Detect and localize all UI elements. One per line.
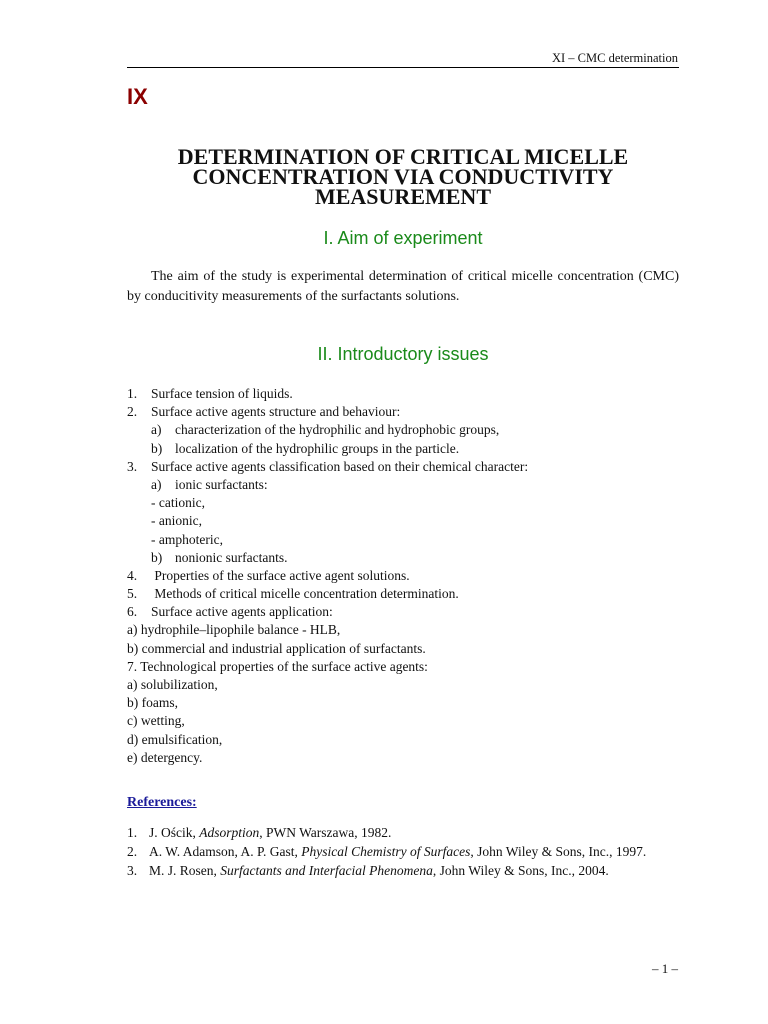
list-item-text: 7. Technological properties of the surface active agents: — [127, 658, 428, 674]
list-item-letter: a) — [151, 422, 162, 438]
header-rule — [127, 67, 679, 68]
list-item-text: b) commercial and industrial application of surfactants. — [127, 640, 426, 656]
list-item-number: 3. — [127, 458, 138, 474]
section-heading-intro: II. Introductory issues — [317, 344, 489, 364]
list-item-text: b) foams, — [127, 695, 178, 711]
list-item-text: d) emulsification, — [127, 731, 223, 747]
list-item-text: - anionic, — [151, 513, 202, 529]
list-item — [127, 694, 687, 712]
list-item — [127, 567, 687, 585]
reference-authors: M. J. Rosen, — [149, 863, 221, 878]
list-item-text: ionic surfactants: — [175, 476, 268, 492]
aim-paragraph — [127, 267, 679, 307]
reference-item — [127, 823, 679, 842]
reference-number: 3. — [127, 863, 138, 878]
page-number: – 1 – — [652, 961, 678, 976]
list-item-number: 4. — [127, 567, 138, 583]
list-item-text: Surface active agents classification based on their chemical character: — [151, 458, 529, 474]
reference-title: Adsorption — [199, 825, 260, 840]
title-line: DETERMINATION OF CRITICAL MICELLE — [177, 144, 629, 169]
title-line: MEASUREMENT — [314, 184, 491, 209]
reference-number: 1. — [127, 825, 138, 840]
list-item-text: nonionic surfactants. — [175, 549, 288, 565]
reference-text — [149, 842, 679, 861]
reference-publisher: , PWN Warszawa, 1982. — [259, 825, 392, 840]
running-header: XI – CMC determination — [551, 51, 678, 65]
list-item — [127, 549, 687, 567]
references-list — [127, 823, 679, 880]
reference-publisher: , John Wiley & Sons, Inc., 2004. — [432, 863, 609, 878]
list-item — [127, 512, 687, 530]
list-item — [127, 603, 687, 621]
list-item-text: - amphoteric, — [151, 531, 223, 547]
list-item — [127, 531, 687, 549]
list-item-number: 1. — [127, 386, 138, 401]
list-item-text: Surface active agents structure and behaviour: — [151, 404, 401, 420]
list-item — [127, 476, 687, 494]
list-item — [127, 658, 687, 676]
intro-list — [127, 385, 687, 767]
list-item — [127, 621, 687, 639]
list-item-text: a) solubilization, — [127, 677, 218, 692]
list-item-letter: b) — [151, 440, 163, 456]
list-item-letter: a) — [151, 476, 162, 492]
list-item — [127, 585, 687, 603]
list-item-letter: b) — [151, 549, 163, 565]
list-item — [127, 494, 687, 512]
list-item — [127, 640, 687, 658]
references-heading: References: — [127, 795, 197, 810]
list-item — [127, 712, 687, 730]
list-item-text: a) hydrophile–lipophile balance - HLB, — [127, 622, 341, 638]
list-item-text: Methods of critical micelle concentration determination. — [151, 586, 459, 602]
list-item — [127, 421, 687, 439]
list-item — [127, 676, 687, 694]
list-item-number: 2. — [127, 404, 138, 420]
list-item-text: - cationic, — [151, 495, 205, 511]
list-item-text: c) wetting, — [127, 713, 185, 729]
chapter-number: IX — [127, 84, 148, 109]
list-item-number: 6. — [127, 604, 138, 620]
list-item — [127, 440, 687, 458]
reference-publisher: , John Wiley & Sons, Inc., 1997. — [470, 844, 647, 859]
list-item-text: Properties of the surface active agent solutions. — [151, 567, 410, 583]
section-heading-aim: I. Aim of experiment — [323, 228, 483, 248]
reference-title: Surfactants and Interfacial Phenomena — [220, 863, 433, 878]
reference-item — [127, 861, 679, 880]
aim-text: The aim of the study is experimental determination of critical micelle concentration (CMC) by conducitivity measurements of the surfactants solutions. — [127, 269, 679, 304]
list-item — [127, 458, 687, 476]
list-item-text: localization of the hydrophilic groups in the particle. — [175, 440, 460, 456]
list-item — [127, 749, 687, 767]
reference-authors: A. W. Adamson, A. P. Gast, — [149, 844, 302, 859]
reference-number: 2. — [127, 844, 138, 859]
list-item-text: characterization of the hydrophilic and hydrophobic groups, — [175, 422, 500, 438]
title-line: CONCENTRATION VIA CONDUCTIVITY — [192, 164, 614, 189]
list-item-text: e) detergency. — [127, 749, 203, 765]
list-item-number: 5. — [127, 586, 138, 602]
list-item-text: Surface active agents application: — [151, 604, 333, 620]
list-item-text: Surface tension of liquids. — [151, 386, 293, 401]
list-item — [127, 385, 687, 403]
list-item — [127, 731, 687, 749]
reference-item — [127, 842, 679, 861]
list-item — [127, 403, 687, 421]
document-title — [127, 144, 679, 209]
reference-text — [149, 823, 679, 842]
reference-title: Physical Chemistry of Surfaces — [301, 844, 471, 859]
reference-text — [149, 861, 679, 880]
reference-authors: J. Ościk, — [149, 825, 200, 840]
